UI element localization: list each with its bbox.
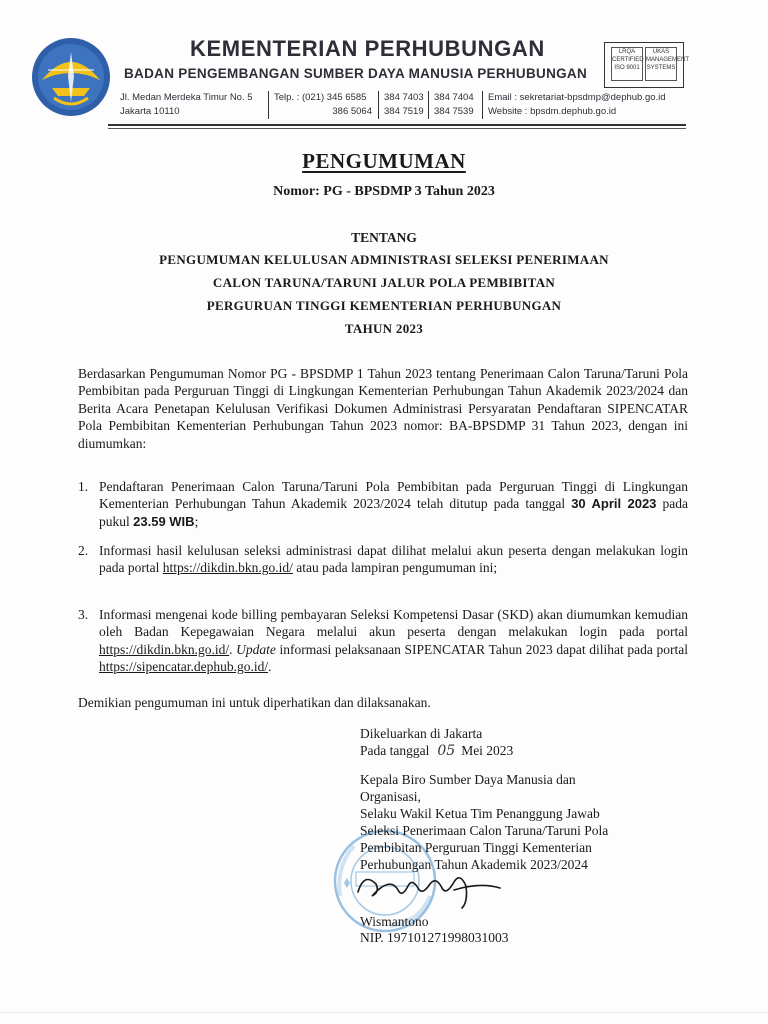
subject-line: PENGUMUMAN KELULUSAN ADMINISTRASI SELEKSI PENERIMAAN — [159, 252, 609, 267]
subject-line: TAHUN 2023 — [344, 321, 424, 336]
agency-name: BADAN PENGEMBANGAN SUMBER DAYA MANUSIA PERHUBUNGAN — [124, 66, 588, 81]
subject-line: CALON TARUNA/TARUNI JALUR POLA PEMBIBITAN — [212, 275, 556, 290]
ministry-logo-icon — [30, 36, 112, 118]
handwritten-day: 05 — [437, 743, 456, 759]
certification-badges — [604, 42, 690, 88]
signatory-role: Kepala Biro Sumber Daya Manusia dan — [360, 772, 576, 787]
ukas-badge: UKAS MANAGEMENT SYSTEMS — [645, 47, 677, 81]
signatory-role: Organisasi, — [360, 789, 421, 804]
signatory-role: Selaku Wakil Ketua Tim Penanggung Jawab — [360, 806, 600, 821]
lrqa-badge: LRQA CERTIFIED ISO 9001 — [611, 47, 643, 81]
dikdin-link[interactable]: https://dikdin.bkn.go.id/ — [162, 560, 293, 576]
website: Website : bpsdm.dephub.go.id — [488, 106, 617, 117]
handwritten-signature-icon — [350, 862, 510, 912]
email: Email : sekretariat-bpsdmp@dephub.go.id — [488, 92, 666, 103]
issue-date: Pada tanggal 05 Mei 2023 — [360, 743, 514, 759]
tentang-label: TENTANG — [351, 230, 417, 245]
document-title: PENGUMUMAN — [302, 149, 466, 173]
ministry-name: KEMENTERIAN PERHUBUNGAN — [190, 36, 545, 61]
list-number: 1. — [78, 479, 89, 494]
signatory-role: Perhubungan Tahun Akademik 2023/2024 — [360, 857, 588, 872]
phone-6: 384 7539 — [434, 106, 474, 117]
page-bottom-edge — [0, 1012, 768, 1013]
subject-line: PERGURUAN TINGGI KEMENTERIAN PERHUBUNGAN — [206, 298, 562, 313]
signatory-role: Seleksi Penerimaan Calon Taruna/Taruni Pola — [360, 823, 609, 838]
address-line-1: Jl. Medan Merdeka Timur No. 5 — [120, 92, 253, 103]
signatory-nip: NIP. 197101271998031003 — [360, 930, 509, 945]
list-item-text: Pendaftaran Penerimaan Calon Taruna/Taruni Pola Pembibitan pada Perguruan Tinggi di Lingkungan Kementerian Perhubungan Tahun Akademik 2023/2024 telah ditutup pada tanggal 30 April 2023 pada pukul 23.59 WIB; — [99, 479, 689, 529]
header-divider-thin — [108, 128, 686, 129]
phone-5: 384 7404 — [434, 92, 474, 103]
phone-2: 386 5064 — [332, 106, 372, 117]
phone-label: Telp. : (021) 345 6585 — [274, 92, 367, 103]
dikdin-link[interactable]: https://dikdin.bkn.go.id/ — [99, 641, 230, 657]
phone-3: 384 7403 — [384, 92, 424, 103]
issued-place: Dikeluarkan di Jakarta — [360, 726, 483, 741]
intro-paragraph: Berdasarkan Pengumuman Nomor PG - BPSDMP 1 Tahun 2023 tentang Penerimaan Calon Taruna/Taruni Pola Pembibitan pada Perguruan Tinggi di Lingkungan Kementerian Perhubungan Tahun Akademik 2023/2024 dan Berita Acara Penetapan Kelulusan Verifikasi Dokumen Administrasi Persyaratan Pendaftaran SIPENCATAR Pola Pembibitan Kementerian Perhubungan Tahun 2023 nomor: BA-BPSDMP 31 Tahun 2023, dengan ini diumumkan: — [78, 366, 688, 451]
list-number: 2. — [78, 543, 89, 558]
document-number: Nomor: PG - BPSDMP 3 Tahun 2023 — [273, 184, 495, 199]
list-item-text: Informasi hasil kelulusan seleksi administrasi dapat dilihat melalui akun peserta dengan melakukan login pada portal https://dikdin.bkn.go.id/ atau pada lampiran pengumuman ini; — [99, 543, 688, 576]
closing-time: 23.59 WIB — [133, 513, 195, 529]
address-line-2: Jakarta 10110 — [120, 106, 180, 117]
list-number: 3. — [78, 607, 89, 622]
list-item-text: Informasi mengenai kode billing pembayaran Seleksi Kompetensi Dasar (SKD) akan diumumkan kemudian oleh Badan Kepegawaian Negara melalui akun peserta dengan melakukan login pada portal https://dikdin.bkn.go.id/. Update informasi pelaksanaan SIPENCATAR Tahun 2023 dapat dilihat pada portal https://sipencatar.dephub.go.id/. — [99, 607, 688, 675]
sipencatar-link[interactable]: https://sipencatar.dephub.go.id/ — [99, 659, 269, 675]
signatory-name: Wismantono — [360, 914, 429, 929]
header-divider — [108, 124, 686, 126]
closing-date: 30 April 2023 — [571, 496, 657, 512]
phone-4: 384 7519 — [384, 106, 424, 117]
closing-statement: Demikian pengumuman ini untuk diperhatikan dan dilaksanakan. — [78, 695, 431, 710]
signatory-role: Pembibitan Perguruan Tinggi Kementerian — [360, 840, 592, 855]
